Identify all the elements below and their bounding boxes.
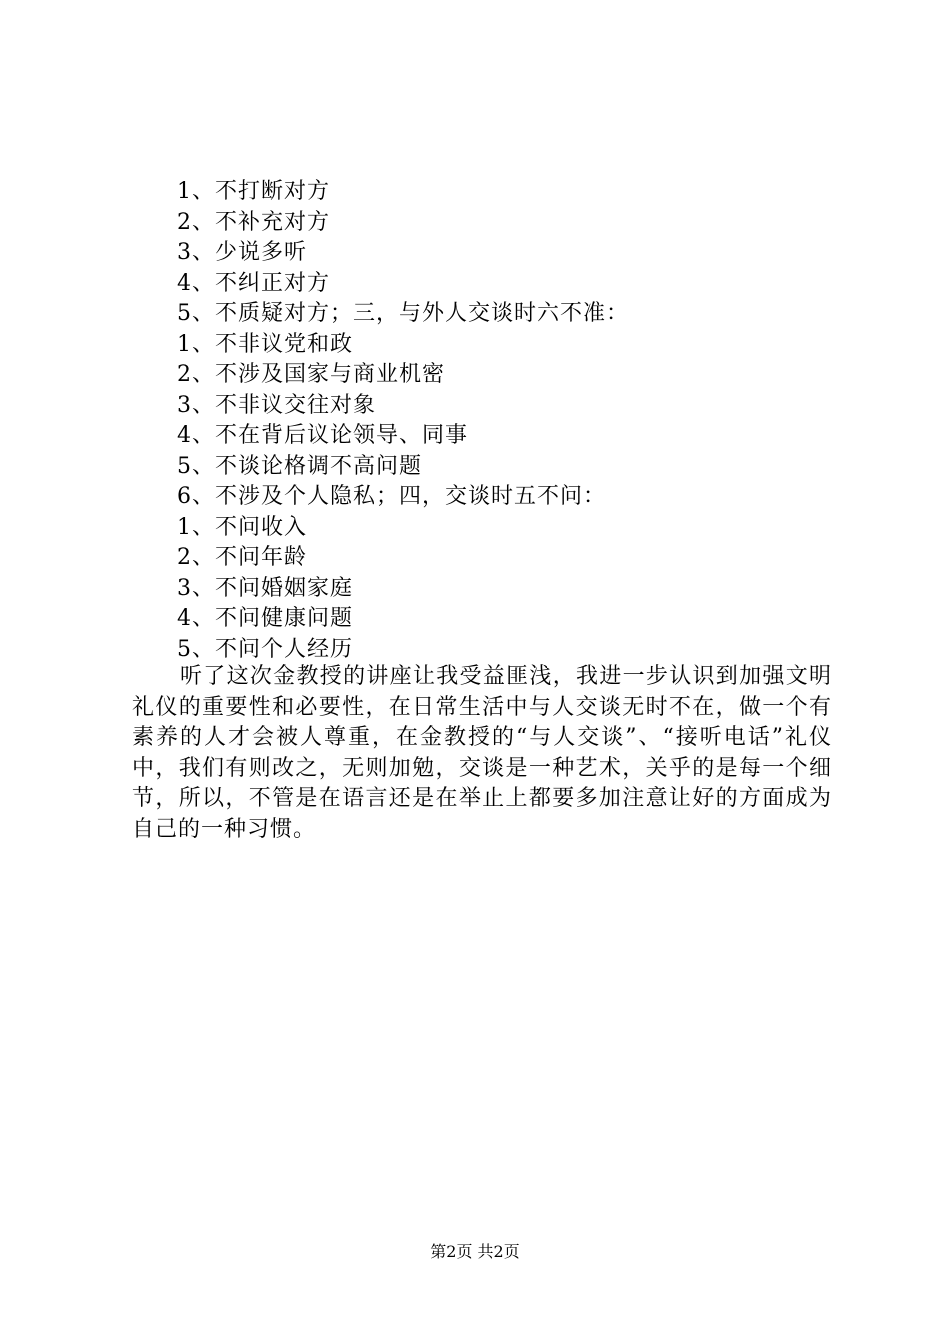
list-item: 2、不涉及国家与商业机密 [177,362,445,387]
list-item: 1、不问收入 [177,514,307,540]
list-item: 5、不问个人经历 [177,636,353,662]
list-item: 4、不在背后议论领导、同事 [177,423,468,448]
list-item: 5、不质疑对方；三，与外人交谈时六不准： [177,301,629,326]
list-item: 1、不打断对方 [177,179,330,204]
list-item: 6、不涉及个人隐私；四，交谈时五不问： [177,484,606,509]
page-footer: 第2页 共2页 [430,1242,520,1261]
list-item: 3、不问婚姻家庭 [177,575,353,601]
body-paragraph: 听了这次金教授的讲座让我受益匪浅，我进一步认识到加强文明礼仪的重要性和必要性，在日常生活中与人交谈无时不在，做一个有素养的人才会被人尊重，在金教授的“与人交谈”、“接听电话”礼仪中，我们有则改之，无则加勉，交谈是一种艺术，关乎的是每一个细节，所以，不管是在语言还是在举止上都要多加注意让好的方面成为自己的一种习惯。 [132,664,832,842]
list-item: 3、少说多听 [177,240,307,265]
list-item: 4、不问健康问题 [177,606,353,631]
list-item: 3、不非议交往对象 [177,392,376,418]
list-item: 4、不纠正对方 [177,270,330,296]
list-item: 2、不补充对方 [177,209,330,235]
list-item: 2、不问年龄 [177,545,307,570]
list-item: 1、不非议党和政 [177,331,353,357]
list-item: 5、不谈论格调不高问题 [177,453,422,479]
etiquette-list [177,177,629,665]
